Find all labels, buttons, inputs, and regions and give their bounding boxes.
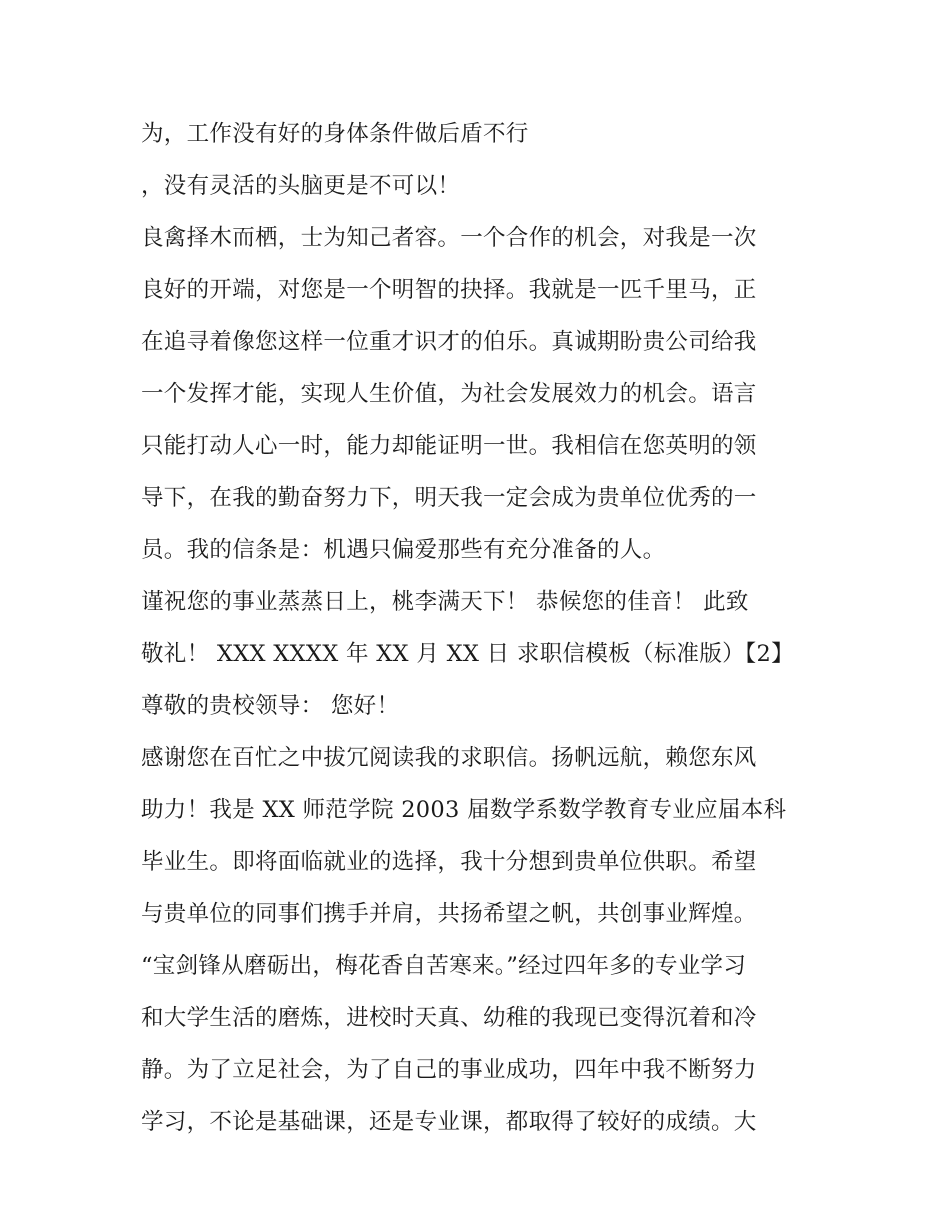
text-line: 与贵单位的同事们携手并肩，共扬希望之帆，共创事业辉煌。 — [141, 901, 757, 927]
text-line: 感谢您在百忙之中拔冗阅读我的求职信。扬帆远航，赖您东风 — [141, 745, 757, 771]
document-body — [141, 108, 821, 1148]
text-line: 和大学生活的磨炼，进校时天真、幼稚的我现已变得沉着和冷 — [141, 1005, 757, 1031]
text-line: 静。为了立足社会，为了自己的事业成功，四年中我不断努力 — [141, 1057, 757, 1083]
text-line: 在追寻着像您这样一位重才识才的伯乐。真诚期盼贵公司给我 — [141, 329, 757, 355]
text-line: 谨祝您的事业蒸蒸日上，桃李满天下！ 恭候您的佳音！ 此致 — [141, 589, 749, 615]
text-line: 为，工作没有好的身体条件做后盾不行 — [141, 121, 529, 147]
text-line: 良好的开端，对您是一个明智的抉择。我就是一匹千里马，正 — [141, 277, 757, 303]
text-line: 导下，在我的勤奋努力下，明天我一定会成为贵单位优秀的一 — [141, 485, 757, 511]
text-line: 学习，不论是基础课，还是专业课，都取得了较好的成绩。大 — [141, 1109, 757, 1135]
text-line: 一个发挥才能，实现人生价值，为社会发展效力的机会。语言 — [141, 381, 757, 407]
text-line: 敬礼！ XXX XXXX 年 XX 月 XX 日 求职信模板（标准版）【2】 — [141, 641, 794, 667]
text-line: 毕业生。即将面临就业的选择，我十分想到贵单位供职。希望 — [141, 849, 757, 875]
text-line: 只能打动人心一时，能力却能证明一世。我相信在您英明的领 — [141, 433, 757, 459]
text-line: 助力！我是 XX 师范学院 2003 届数学系数学教育专业应届本科 — [141, 797, 787, 823]
text-line: “宝剑锋从磨砺出，梅花香自苦寒来。”经过四年多的专业学习 — [141, 953, 747, 979]
text-line: 尊敬的贵校领导： 您好！ — [141, 693, 400, 719]
text-line: ，没有灵活的头脑更是不可以！ — [141, 173, 461, 199]
text-line: 良禽择木而栖，士为知己者容。一个合作的机会，对我是一次 — [141, 225, 757, 251]
text-line: 员。我的信条是：机遇只偏爱那些有充分准备的人。 — [141, 537, 666, 563]
